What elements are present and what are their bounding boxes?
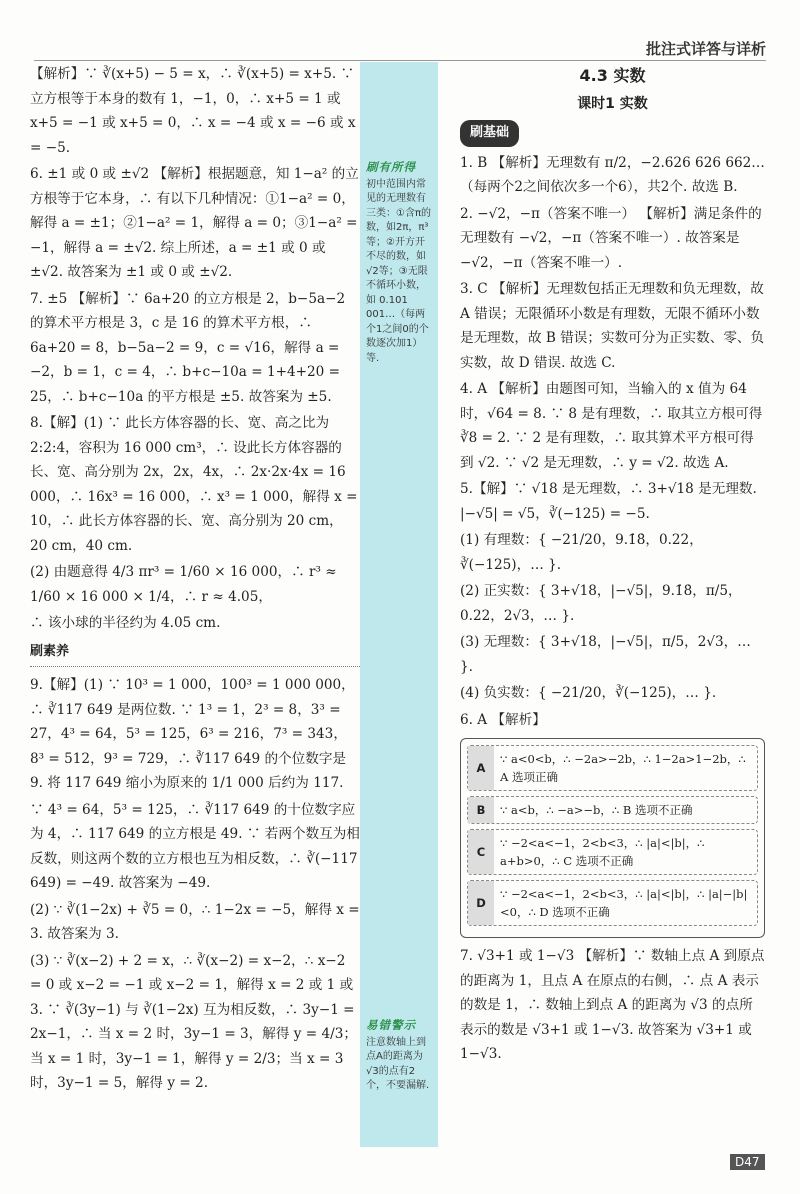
option-text: ∵ a<b，∴ −a>−b，∴ B 选项不正确 <box>500 803 693 817</box>
option-row <box>467 745 758 791</box>
option-text: ∵ a<0<b，∴ −2a>−2b，∴ 1−2a>1−2b，∴ A 选项正确 <box>500 752 746 784</box>
option-row <box>467 880 758 926</box>
left-column <box>30 62 360 1098</box>
options-table <box>460 738 765 938</box>
note-tip <box>366 160 434 366</box>
lesson-subtitle: 课时1 实数 <box>577 96 648 112</box>
answer-block: 6. ±1 或 0 或 ±√2 【解析】根据题意，知 1−a² 的立方根等于它本身，∴ 有以下几种情况：①1−a² = 0，解得 a = ±1；②1−a² = 1，解得 a = 0；③1−a² = −1，解得 a = ±√2. 综上所述，a = ±1 或 0 或 ±√2. 故答案为 ±1 或 0 或 ±√2. <box>30 166 359 280</box>
option-label: C <box>468 830 494 874</box>
option-label: D <box>468 881 494 925</box>
answer-block: 8.【解】(1) ∵ 此长方体容器的长、宽、高之比为 2:2:4，容积为 16 000 cm³，∴ 设此长方体容器的长、宽、高分别为 2x，2x，4x，∴ 2x·2x·4x = 16 000，∴ 16x³ = 16 000，∴ x³ = 1 000，解得 x = 10，∴ 此长方体容器的长、宽、高分别为 20 cm，20 cm，40 cm. <box>30 415 358 554</box>
option-label: A <box>468 746 494 790</box>
answer-block: 4. A 【解析】由题图可知，当输入的 x 值为 64 时，√64 = 8. ∵ 8 是有理数，∴ 取其立方根可得 ∛8 = 2. ∵ 2 是有理数，∴ 取其算术平方根可得到 √2. ∵ √2 是无理数，∴ y = √2. 故选 A. <box>460 381 763 471</box>
answer-block: (2) 由题意得 4/3 πr³ = 1/60 × 16 000，∴ r³ ≈ 1/60 × 16 000 × 1/4，∴ r ≈ 4.05， <box>30 564 337 605</box>
section-title: 4.3 实数 <box>579 66 646 85</box>
page-number: D47 <box>730 1154 765 1170</box>
answer-block: (4) 负实数：{ −21/20，∛(−125)，… }. <box>460 685 717 701</box>
option-label: B <box>468 797 494 823</box>
answer-block: 6. A 【解析】 <box>460 711 546 728</box>
answer-block: 5.【解】∵ √18 是无理数，∴ 3+√18 是无理数. |−√5| = √5，∛(−125) = −5. <box>460 481 757 522</box>
option-row <box>467 829 758 875</box>
answer-block: 7. ±5 【解析】∵ 6a+20 的立方根是 2，b−5a−2 的算术平方根是 3，c 是 16 的算术平方根，∴ 6a+20 = 8，b−5a−2 = 9，c = √16，解得 a = −2，b = 1，c = 4，∴ b+c−10a = 1+4+20 = 25，∴ b+c−10a 的平方根是 ±5. 故答案为 ±5. <box>30 290 346 405</box>
answer-block: (3) ∵ ∛(x−2) + 2 = x，∴ ∛(x−2) = x−2，∴ x−2 = 0 或 x−2 = −1 或 x−2 = 1，解得 x = 2 或 1 或 3. ∵ ∛(3y−1) 与 ∛(1−2x) 互为相反数，∴ 3y−1 = 2x−1，∴ 当 x = 2 时，3y−1 = 3，解得 y = 4/3；当 x = 1 时，3y−1 = 1，解得 y = 2/3；当 x = 3 时，3y−1 = 5，解得 y = 2. <box>30 952 357 1091</box>
section-badge: 刷基础 <box>460 120 519 147</box>
answer-block: 【解析】∵ ∛(x+5) − 5 = x，∴ ∛(x+5) = x+5. ∵ 立方根等于本身的数有 1，−1，0，∴ x+5 = 1 或 x+5 = −1 或 x+5 = 0，∴ x = −4 或 x = −6 或 x = −5. <box>30 66 356 156</box>
answer-block: (2) 正实数：{ 3+√18，|−√5|，9.1̇8̇，π/5，0.22，2√3，… }. <box>460 583 742 624</box>
answer-block: (3) 无理数：{ 3+√18，|−√5|，π/5，2√3，… }. <box>460 634 751 675</box>
answer-block: ∵ 4³ = 64，5³ = 125，∴ ∛117 649 的十位数字应为 4，∴ 117 649 的立方根是 49. ∵ 若两个数互为相反数，则这两个数的立方根也互为相反数，∴ ∛(−117 649) = −49. 故答案为 −49. <box>30 801 360 891</box>
option-row <box>467 796 758 824</box>
answer-block: 2. −√2，−π（答案不唯一） 【解析】满足条件的无理数有 −√2，−π（答案不唯一）. 故答案是 −√2，−π（答案不唯一）. <box>460 205 762 271</box>
answer-block: 3. C 【解析】无理数包括正无理数和负无理数，故 A 错误；无限循环小数是有理数，无限不循环小数是无理数，故 B 错误；实数可分为正实数、零、负实数，故 D 错误. 故选 C. <box>460 281 765 371</box>
note-text: 注意数轴上到点A的距离为√3的点有2个，不要漏解. <box>366 1036 430 1091</box>
answer-block: (2) ∵ ∛(1−2x) + ∛5 = 0，∴ 1−2x = −5，解得 x = 3. 故答案为 3. <box>30 901 360 942</box>
note-title: 刷有所得 <box>366 160 416 174</box>
answer-block: (1) 有理数：{ −21/20，9.1̇8̇，0.22，∛(−125)，… }. <box>460 532 703 573</box>
note-warning <box>366 1018 434 1094</box>
answer-block: 1. B 【解析】无理数有 π/2，−2.626 626 662…（每两个2之间依次多一个6），共2个. 故选 B. <box>460 154 765 195</box>
right-column <box>460 62 765 1069</box>
header-divider <box>34 60 766 61</box>
note-title: 易错警示 <box>366 1018 416 1032</box>
option-text: ∵ −2<a<−1，2<b<3，∴ |a|<|b|，∴ a+b>0，∴ C 选项不正确 <box>500 836 705 868</box>
answer-block: 9.【解】(1) ∵ 10³ = 1 000，100³ = 1 000 000，∴ ∛117 649 是两位数. ∵ 1³ = 1，2³ = 8，3³ = 27，4³ = 64，5³ = 125，6³ = 216，7³ = 343，8³ = 512，9³ = 729，∴ ∛117 649 的个位数字是 9. 将 117 649 缩小为原来的 1/1 000 后约为 117. <box>30 677 355 791</box>
answer-block: 7. √3+1 或 1−√3 【解析】∵ 数轴上点 A 到原点的距离为 1，且点 A 在原点的右侧，∴ 点 A 表示的数是 1，∴ 数轴上到点 A 的距离为 √3 的点所表示的数是 √3+1 或 1−√3. 故答案为 √3+1 或 1−√3. <box>460 948 765 1062</box>
header-title: 批注式详答与详析 <box>645 40 766 58</box>
note-text: 初中范围内常见的无理数有三类：①含π的数，如2π，π³等；②开方开不尽的数，如√2等；③无限不循环小数，如 0.101 001…（每两个1之间0的个数逐次加1）等. <box>366 178 431 364</box>
answer-block: ∴ 该小球的半径约为 4.05 cm. <box>30 615 221 631</box>
option-text: ∵ −2<a<−1，2<b<3，∴ |a|<|b|，∴ |a|−|b|<0，∴ D 选项不正确 <box>500 887 748 919</box>
section-heading: 刷素养 <box>30 640 360 668</box>
